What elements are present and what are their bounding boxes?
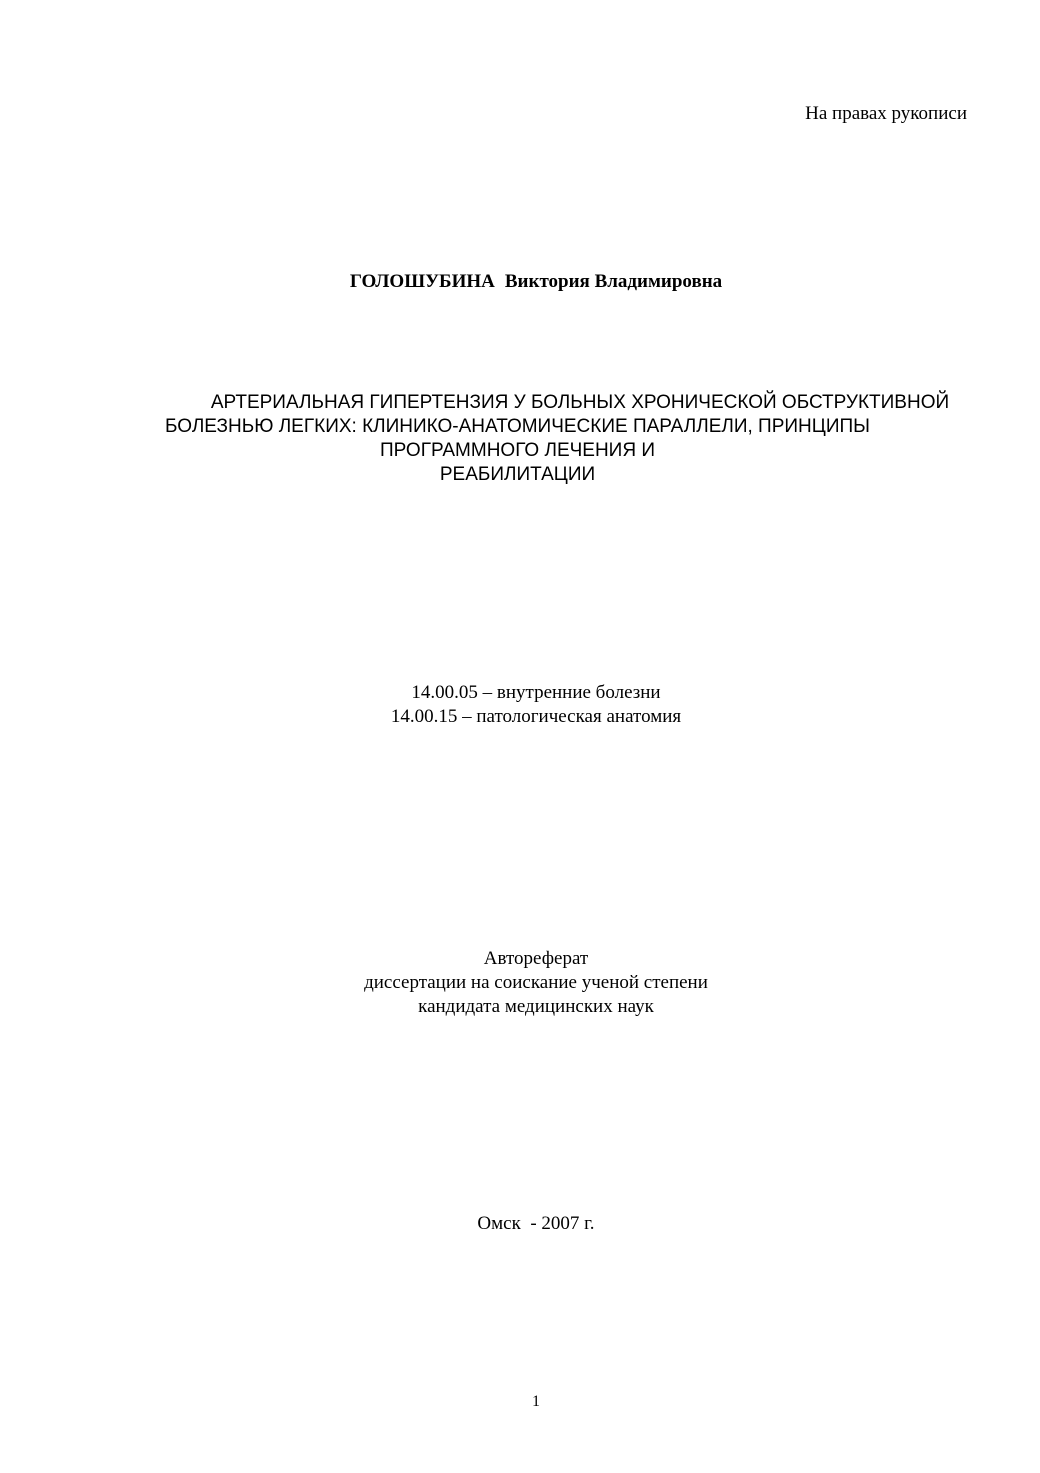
dissertation-title — [100, 391, 1000, 487]
abstract-line-2: диссертации на соискание ученой степени — [364, 972, 708, 993]
author-name — [0, 272, 1040, 291]
title-line-4: РЕАБИЛИТАЦИИ — [439, 464, 596, 485]
title-line-2: БОЛЕЗНЬЮ ЛЕГКИХ: КЛИНИКО-АНАТОМИЧЕСКИЕ ПАРАЛЛЕЛИ, ПРИНЦИПЫ — [165, 416, 870, 437]
page-number: 1 — [532, 1393, 540, 1410]
title-line-3: ПРОГРАММНОГО ЛЕЧЕНИЯ И — [380, 440, 655, 461]
rights-note: На правах рукописи — [805, 103, 967, 124]
abstract-line-1: Автореферат — [483, 948, 589, 969]
author-surname: ГОЛОШУБИНА — [349, 271, 495, 292]
abstract-line-3: кандидата медицинских наук — [418, 996, 654, 1017]
city-year: Омск - 2007 г. — [477, 1213, 595, 1234]
author-given-names: Виктория Владимировна — [504, 271, 723, 292]
specialty-1: 14.00.05 – внутренние болезни — [411, 682, 661, 703]
abstract-description — [0, 947, 1040, 1019]
specialties — [0, 681, 1040, 729]
title-line-1: АРТЕРИАЛЬНАЯ ГИПЕРТЕНЗИЯ У БОЛЬНЫХ ХРОНИЧЕСКОЙ ОБСТРУКТИВНОЙ — [210, 392, 950, 413]
specialty-2: 14.00.15 – патологическая анатомия — [390, 706, 682, 727]
